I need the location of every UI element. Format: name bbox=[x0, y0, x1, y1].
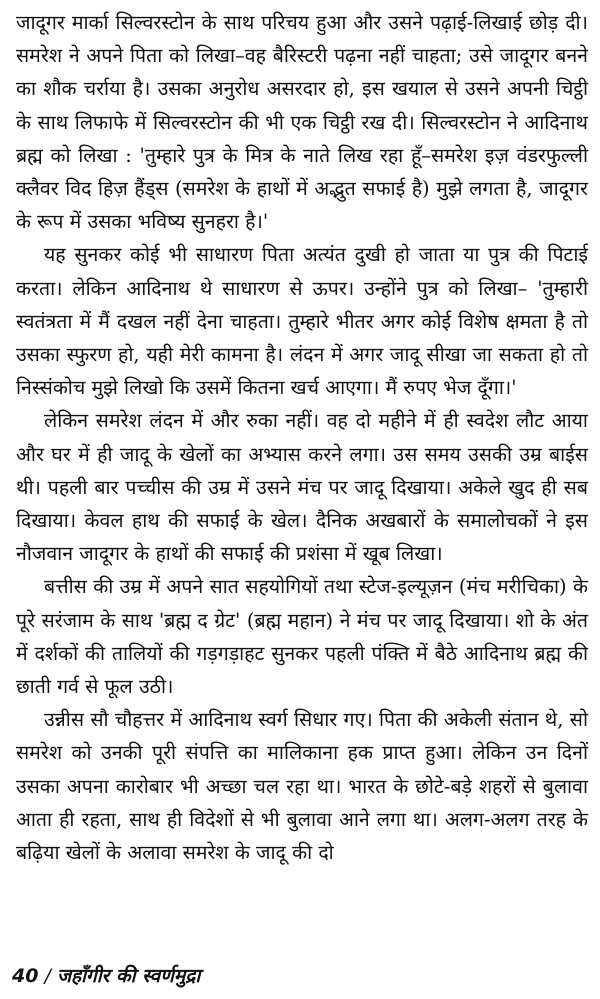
paragraph-3: लेकिन समरेश लंदन में और रुका नहीं। वह दो महीने में ही स्वदेश लौट आया और घर में ही जादू के खेलों का अभ्यास करने लगा। उस समय उसकी उम्र बाईस थी। पहली बार पच्चीस की उम्र में उसने मंच पर जादू दिखाया। अकेले खुद ही सब दिखाया। केवल हाथ की सफाई के खेल। दैनिक अखबारों के समालोचकों ने इस नौजवान जादूगर के हाथों की सफाई की प्रशंसा में खूब लिखा। bbox=[16, 409, 588, 566]
paragraph-2: यह सुनकर कोई भी साधारण पिता अत्यंत दुखी हो जाता या पुत्र की पिटाई करता। लेकिन आदिनाथ थे साधारण से ऊपर। उन्होंने पुत्र को लिखा– 'तुम्हारी स्वतंत्रता में मैं दखल नहीं देना चाहता। तुम्हारे भीतर अगर कोई विशेष क्षमता है तो उसका स्फुरण हो, यही मेरी कामना है। लंदन में अगर जादू सीखा जा सकता हो तो निस्संकोच मुझे लिखो कि उसमें कितना खर्च आएगा। मैं रुपए भेज दूँगा।' bbox=[16, 243, 588, 400]
footer-separator: / bbox=[38, 965, 57, 987]
body-text bbox=[16, 6, 588, 869]
paragraph-5: उन्नीस सौ चौहत्तर में आदिनाथ स्वर्ग सिधार गए। पिता की अकेली संतान थे, सो समरेश को उनकी पूरी संपत्ति का मालिकाना हक प्राप्त हुआ। लेकिन उन दिनों उसका अपना कारोबार भी अच्छा चल रहा था। भारत के छोटे-बड़े शहरों से बुलावा आता ही रहता, साथ ही विदेशों से भी बुलावा आने लगा था। अलग-अलग तरह के बढ़िया खेलों के अलावा समरेश के जादू की दो bbox=[16, 708, 588, 865]
paragraph-1: जादूगर मार्का सिल्वरस्टोन के साथ परिचय हुआ और उसने पढ़ाई-लिखाई छोड़ दी। समरेश ने अपने पिता को लिखा–वह बैरिस्टरी पढ़ना नहीं चाहता; उसे जादूगर बनने का शौक चर्राया है। उसका अनुरोध असरदार हो, इस खयाल से उसने अपनी चिट्ठी के साथ लिफाफे में सिल्वरस्टोन की भी एक चिट्ठी रख दी। सिल्वरस्टोन ने आदिनाथ ब्रह्म को लिखा : 'तुम्हारे पुत्र के मित्र के नाते लिख रहा हूँ–समरेश इज़ वंडरफुल्ली क्लैवर विद हिज़ हैंड्स (समरेश के हाथों में अद्भुत सफाई है) मुझे लगता है, जादूगर के रूप में उसका भविष्य सुनहरा है।' bbox=[16, 11, 588, 234]
page-number: 40 bbox=[12, 965, 39, 987]
paragraph-4: बत्तीस की उम्र में अपने सात सहयोगियों तथा स्टेज-इल्यूज़न (मंच मरीचिका) के पूरे सरंजाम के साथ 'ब्रह्म द ग्रेट' (ब्रह्म महान) ने मंच पर जादू दिखाया। शो के अंत में दर्शकों की तालियों की गड़गड़ाहट सुनकर पहली पंक्ति में बैठे आदिनाथ ब्रह्म की छाती गर्व से फूल उठी। bbox=[16, 575, 588, 699]
page-footer bbox=[12, 962, 200, 988]
book-title: जहाँगीर की स्वर्णमुद्रा bbox=[56, 965, 201, 987]
